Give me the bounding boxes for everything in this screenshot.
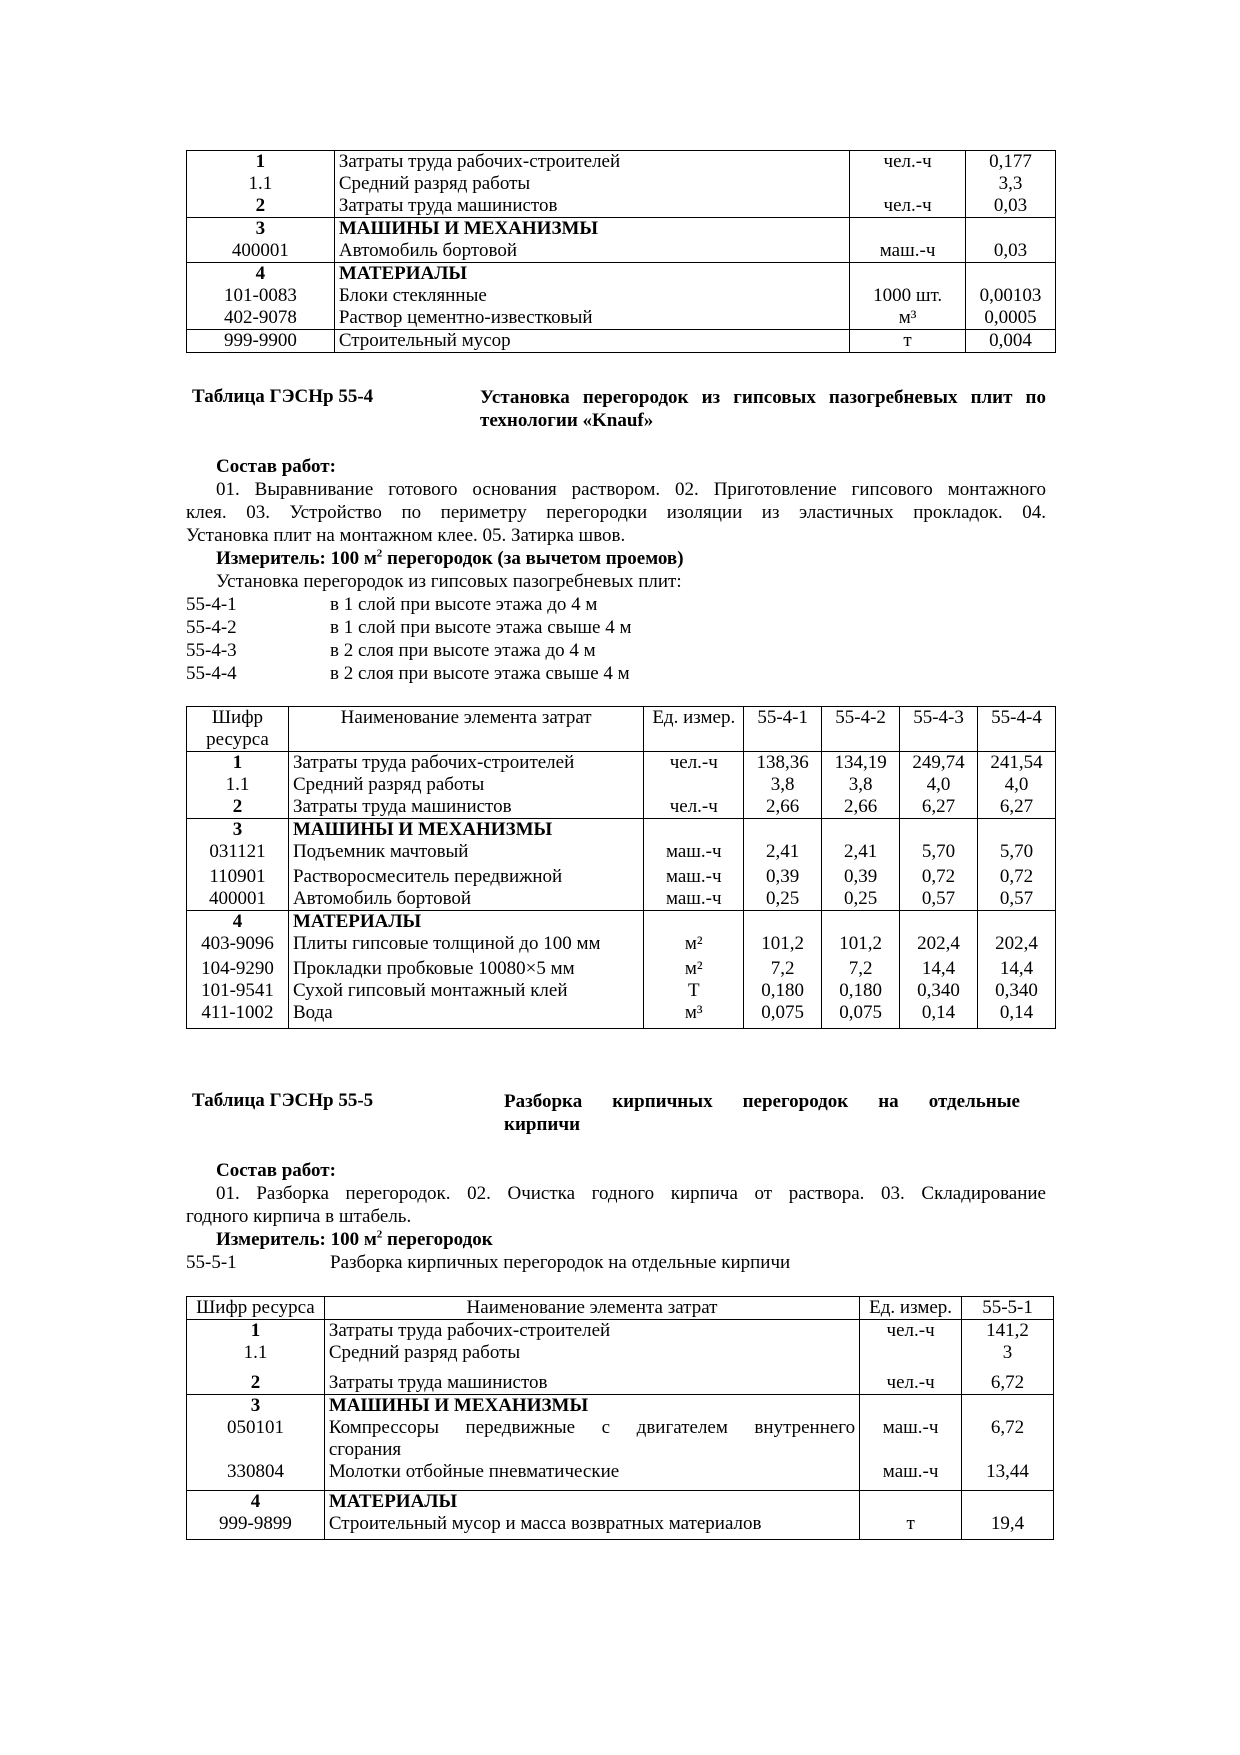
- table-title-line: Установка перегородок из гипсовых пазогребневых плит по: [480, 387, 1046, 408]
- table-row: 400001 Автомобиль бортовой маш.-ч 0,03: [187, 240, 1056, 263]
- table-row: [187, 1483, 1054, 1491]
- table-row: 110901 Растворосмеситель передвижной маш.-ч 0,39 0,39 0,72 0,72: [187, 863, 1056, 888]
- table-title: [480, 386, 1046, 432]
- col-header: Наименование элемента затрат: [324, 1297, 859, 1320]
- item-code: 55-4-1: [186, 594, 237, 615]
- table-1: [186, 150, 1056, 353]
- table-row: 050101 Компрессоры передвижные с двигателем внутреннего сгорания маш.-ч 6,72: [187, 1417, 1054, 1461]
- row-name-line: сгорания: [328, 1438, 402, 1460]
- table-label: Таблица ГЭСНр 55-4: [192, 386, 374, 407]
- col-header: Шифр ресурса: [187, 707, 289, 752]
- measure-line: [216, 547, 684, 570]
- table-label: Таблица ГЭСНр 55-5: [192, 1090, 374, 1111]
- work-text-line: Установка плит на монтажном клее. 05. Затирка швов.: [186, 525, 626, 546]
- list-item: [186, 662, 237, 685]
- col-header: 55-4-2: [822, 707, 900, 752]
- table-title-line: Разборка кирпичных перегородок на отдельные: [504, 1091, 1020, 1112]
- table-row: 3 МАШИНЫ И МЕХАНИЗМЫ: [187, 1394, 1054, 1417]
- table-title-line: кирпичи: [504, 1114, 581, 1135]
- table-row: 1.1 Средний разряд работы 3,8 3,8 4,0 4,0: [187, 774, 1056, 796]
- intro-line: Установка перегородок из гипсовых пазогребневых плит:: [216, 571, 682, 592]
- work-text-line: 01. Выравнивание готового основания раствором. 02. Приготовление гипсового монтажного: [216, 479, 1046, 500]
- table-row: 402-9078 Раствор цементно-известковый м³ 0,0005: [187, 307, 1056, 330]
- measure-text: Измеритель: 100 $м^2$ перегородок (за вычетом проемов): [216, 547, 684, 569]
- table-row: 3 МАШИНЫ И МЕХАНИЗМЫ: [187, 218, 1056, 241]
- item-text: в 2 слоя при высоте этажа свыше 4 м: [330, 663, 630, 684]
- measure-line: [216, 1228, 493, 1251]
- item-text: в 1 слой при высоте этажа свыше 4 м: [330, 617, 632, 638]
- col-header: 55-5-1: [962, 1297, 1054, 1320]
- table-title-line: технологии «Knauf»: [480, 410, 654, 431]
- table-row: 1.1 Средний разряд работы 3: [187, 1342, 1054, 1364]
- col-header: 55-4-3: [900, 707, 978, 752]
- table-row: 104-9290 Прокладки пробковые 10080×5 мм м² 7,2 7,2 14,4 14,4: [187, 955, 1056, 980]
- table-row: 101-0083 Блоки стеклянные 1000 шт. 0,00103: [187, 285, 1056, 307]
- list-item: [186, 593, 237, 616]
- measure-text: Измеритель: 100 $м^2$ перегородок: [216, 1228, 493, 1250]
- col-header: 55-4-4: [978, 707, 1056, 752]
- list-item: [186, 639, 237, 662]
- table-header-row: [187, 1297, 1054, 1320]
- table-2: [186, 706, 1056, 1029]
- item-code: 55-5-1: [186, 1252, 237, 1273]
- table-row: 2 Затраты труда машинистов чел.-ч 6,72: [187, 1364, 1054, 1394]
- item-text: в 1 слой при высоте этажа до 4 м: [330, 594, 598, 615]
- work-heading: Состав работ:: [216, 456, 336, 477]
- table-row: 411-1002 Вода м³ 0,075 0,075 0,14 0,14: [187, 1002, 1056, 1029]
- work-text: [186, 1182, 1046, 1228]
- table-row: 4 МАТЕРИАЛЫ: [187, 1491, 1054, 1514]
- work-text-line: клея. 03. Устройство по периметру перегородки изоляции из эластичных прокладок. 04.: [186, 502, 1046, 523]
- work-text-line: 01. Разборка перегородок. 02. Очистка годного кирпича от раствора. 03. Складирование: [216, 1183, 1046, 1204]
- item-text: Разборка кирпичных перегородок на отдельные кирпичи: [330, 1252, 791, 1273]
- table-row: 101-9541 Сухой гипсовый монтажный клей Т 0,180 0,180 0,340 0,340: [187, 980, 1056, 1002]
- table-row: 330804 Молотки отбойные пневматические маш.-ч 13,44: [187, 1461, 1054, 1483]
- item-code: 55-4-4: [186, 663, 237, 684]
- col-header: Ед. измер.: [860, 1297, 962, 1320]
- table-row: 2 Затраты труда машинистов чел.-ч 0,03: [187, 195, 1056, 218]
- table-row: 1 Затраты труда рабочих-строителей чел.-ч 138,36 134,19 249,74 241,54: [187, 752, 1056, 775]
- table-title: [504, 1090, 1020, 1136]
- table-row: 031121 Подъемник мачтовый маш.-ч 2,41 2,41 5,70 5,70: [187, 841, 1056, 863]
- list-item: [186, 616, 237, 639]
- table-row: 4 МАТЕРИАЛЫ: [187, 911, 1056, 934]
- table-3: [186, 1296, 1054, 1540]
- table-row: 1.1 Средний разряд работы 3,3: [187, 173, 1056, 195]
- table-row: 403-9096 Плиты гипсовые толщиной до 100 мм м² 101,2 101,2 202,4 202,4: [187, 933, 1056, 955]
- table-header-row: [187, 707, 1056, 752]
- work-text-line: годного кирпича в штабель.: [186, 1206, 412, 1227]
- table-row: 400001 Автомобиль бортовой маш.-ч 0,25 0,25 0,57 0,57: [187, 888, 1056, 911]
- col-header: Шифр ресурса: [187, 1297, 325, 1320]
- item-code: 55-4-3: [186, 640, 237, 661]
- table-row: 3 МАШИНЫ И МЕХАНИЗМЫ: [187, 819, 1056, 842]
- item-text: в 2 слоя при высоте этажа до 4 м: [330, 640, 596, 661]
- table-row: 1 Затраты труда рабочих-строителей чел.-ч 0,177: [187, 151, 1056, 174]
- row-name-line: Компрессоры передвижные с двигателем внутреннего: [328, 1416, 856, 1438]
- col-header: 55-4-1: [744, 707, 822, 752]
- table-row: 999-9899 Строительный мусор и масса возвратных материалов т 19,4: [187, 1513, 1054, 1540]
- work-text: [186, 478, 1046, 547]
- col-header: Наименование элемента затрат: [288, 707, 643, 752]
- col-header: Ед. измер.: [644, 707, 744, 752]
- table-row: 999-9900 Строительный мусор т 0,004: [187, 330, 1056, 353]
- table-row: 1 Затраты труда рабочих-строителей чел.-ч 141,2: [187, 1320, 1054, 1343]
- work-heading: Состав работ:: [216, 1160, 336, 1181]
- item-code: 55-4-2: [186, 617, 237, 638]
- table-row: 2 Затраты труда машинистов чел.-ч 2,66 2,66 6,27 6,27: [187, 796, 1056, 819]
- table-row: 4 МАТЕРИАЛЫ: [187, 263, 1056, 286]
